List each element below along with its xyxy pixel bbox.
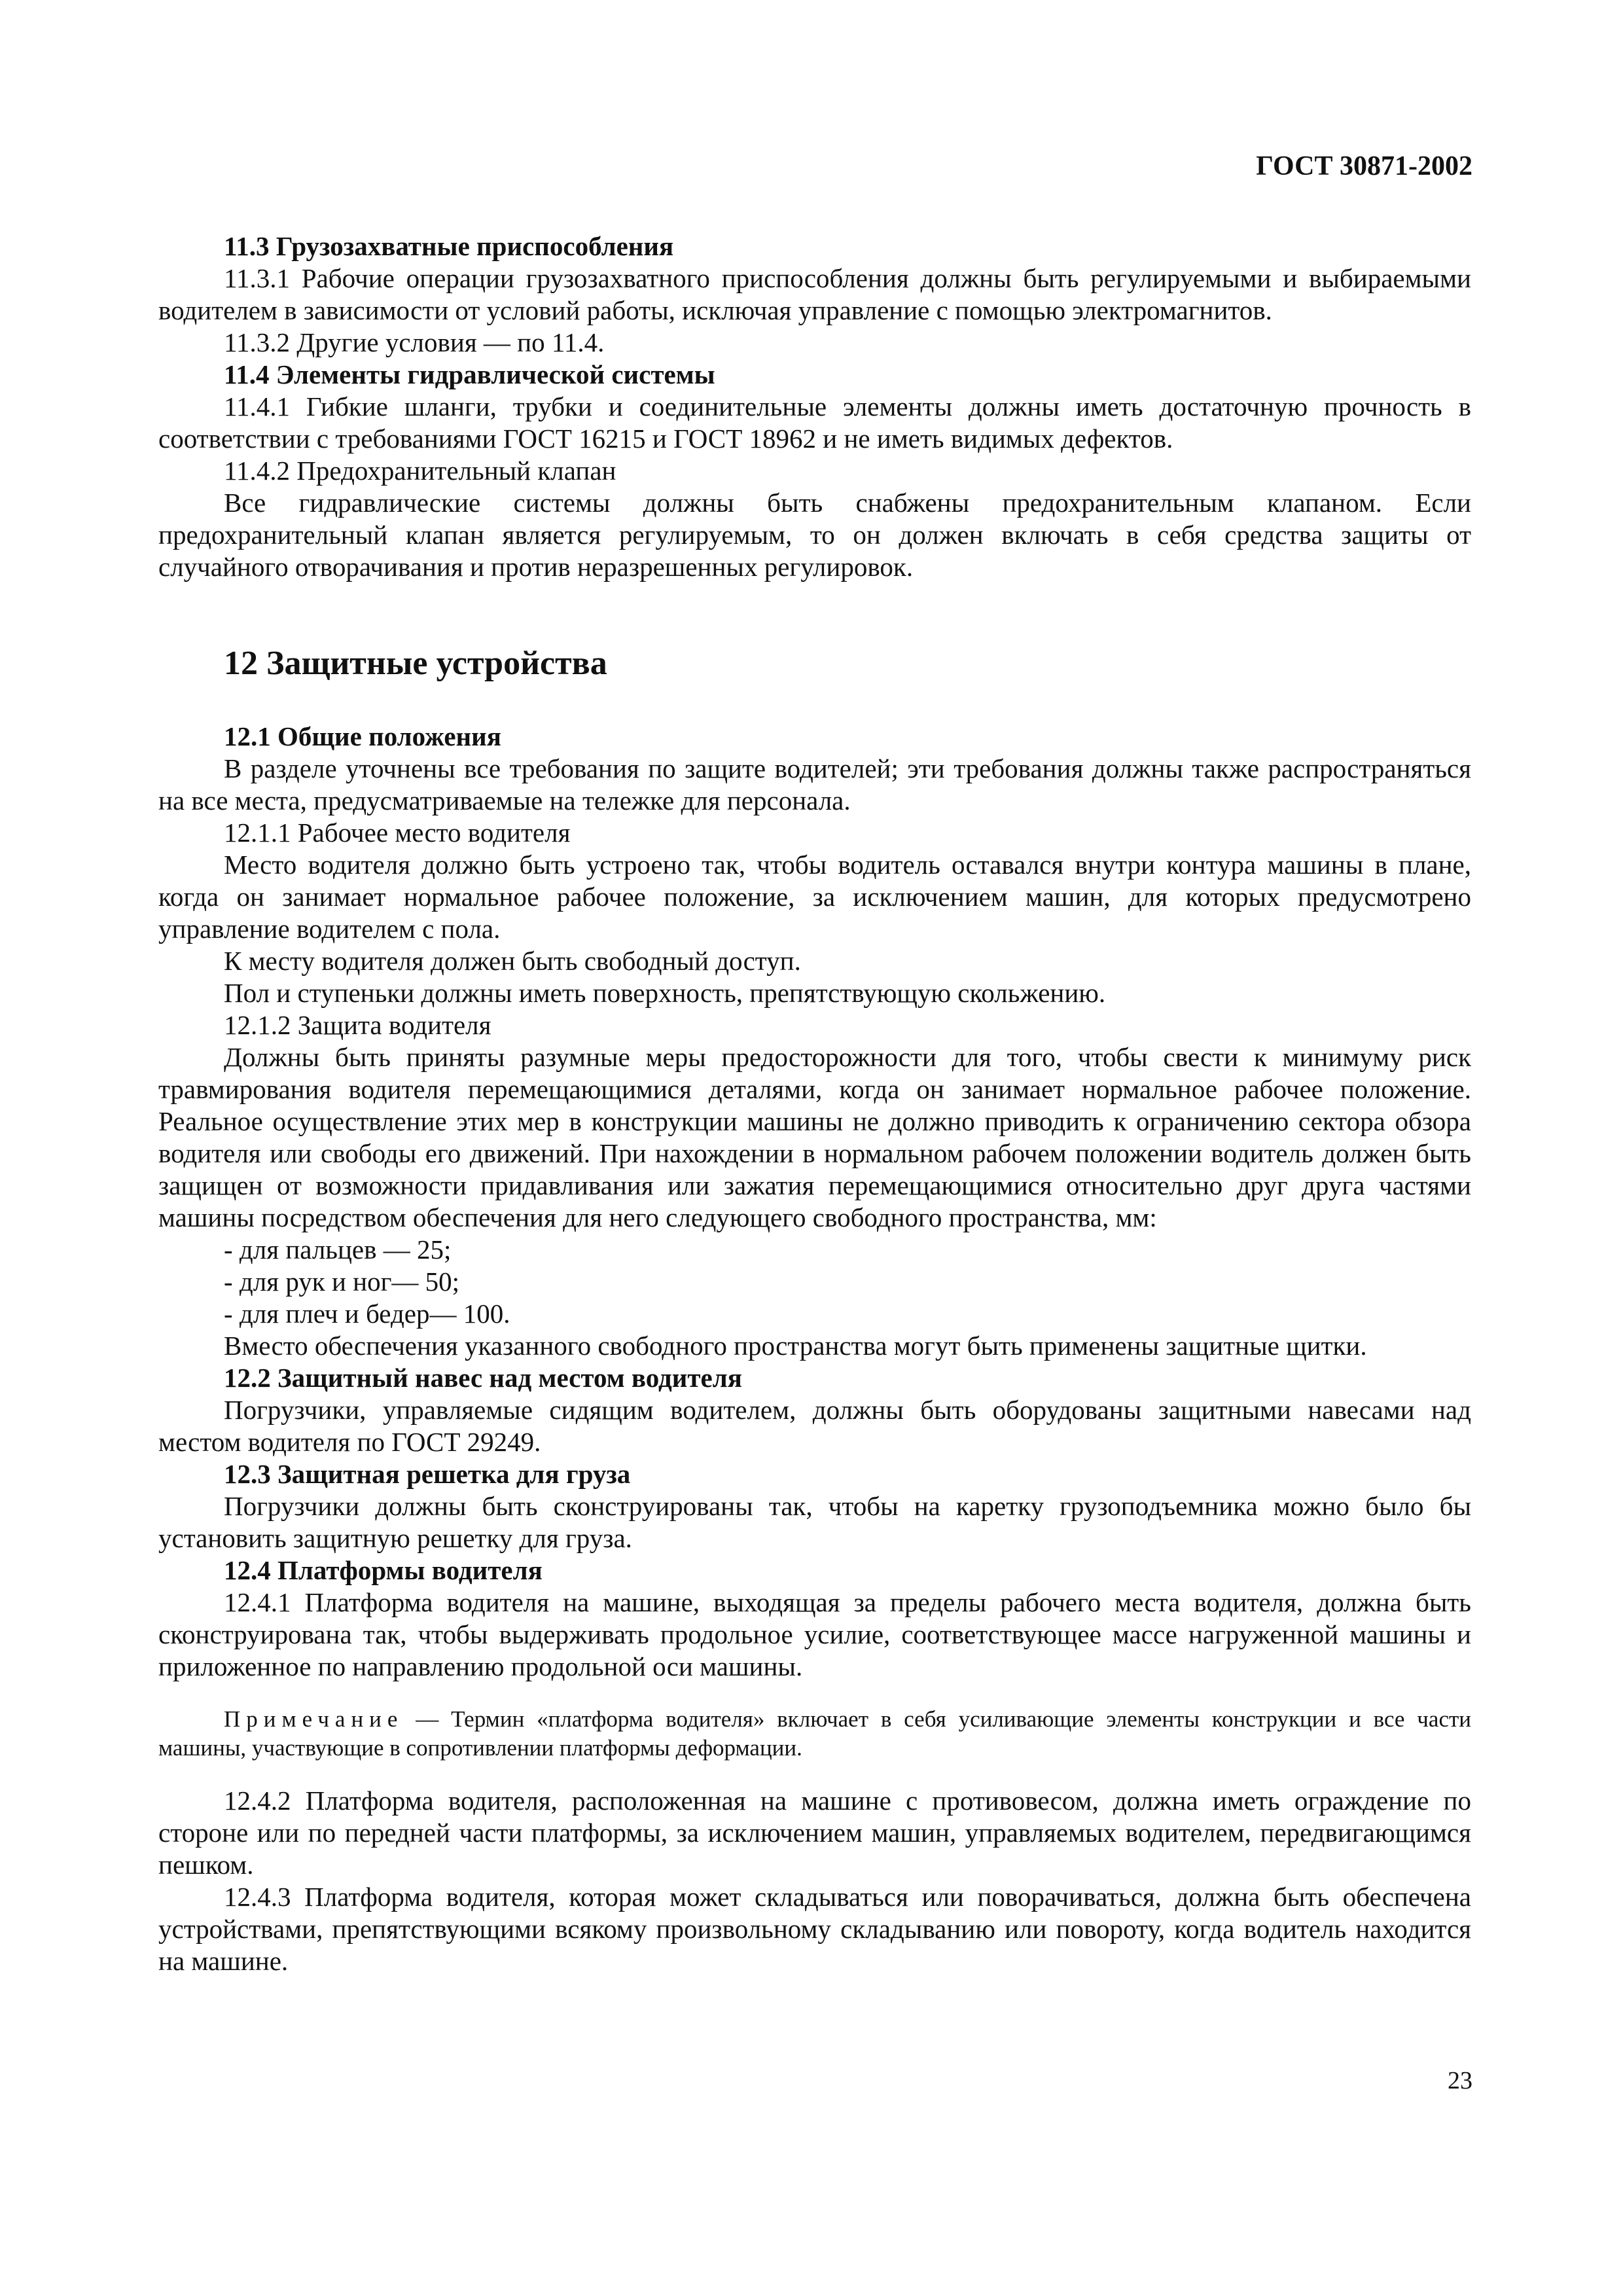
- list-item: - для пальцев — 25;: [224, 1234, 452, 1265]
- paragraph: 11.4.1 Гибкие шланги, трубки и соединительные элементы должны иметь достаточную прочность в соответствии с требованиями ГОСТ 16215 и ГОСТ 18962 и не иметь видимых дефектов.: [158, 391, 1471, 454]
- paragraph: Должны быть приняты разумные меры предосторожности для того, чтобы свести к минимуму риск травмирования водителя перемещающимися деталями, когда он занимает нормальное рабочее положение. Реальное осуществление этих мер в конструкции машины не должно приводить к ограничению сектора обзора водителя или свободы его движений. При нахождении в нормальном рабочем положении водитель должен быть защищен от возможности придавливания или зажатия перемещающимися относительно друг друга частями машины посредством обеспечения для него следующего свободного пространства, мм:: [158, 1042, 1471, 1232]
- subsection-heading: 12.3 Защитная решетка для груза: [224, 1459, 631, 1489]
- paragraph: 11.3.2 Другие условия — по 11.4.: [224, 327, 605, 357]
- subsection-heading: 12.1 Общие положения: [224, 721, 501, 751]
- list-item: - для плеч и бедер— 100.: [224, 1299, 510, 1329]
- document-code: ГОСТ 30871-2002: [1256, 151, 1472, 181]
- document-body: [158, 230, 1471, 1977]
- paragraph: Вместо обеспечения указанного свободного пространства могут быть применены защитные щитки.: [224, 1331, 1367, 1361]
- paragraph: Место водителя должно быть устроено так, чтобы водитель оставался внутри контура машины в плане, когда он занимает нормальное рабочее положение, за исключением машин, для которых предусмотрено управление водителем с пола.: [158, 850, 1471, 944]
- section-heading: 12 Защитные устройства: [224, 645, 607, 682]
- subsection-heading: 12.2 Защитный навес над местом водителя: [224, 1363, 742, 1393]
- subsection-heading: 11.3 Грузозахватные приспособления: [224, 231, 674, 261]
- paragraph: 12.1.1 Рабочее место водителя: [224, 817, 571, 848]
- note: [158, 1705, 1471, 1763]
- subsection-heading: 11.4 Элементы гидравлической системы: [224, 359, 715, 389]
- page-number: 23: [1448, 2067, 1472, 2094]
- paragraph: 12.4.2 Платформа водителя, расположенная на машине с противовесом, должна иметь ограждение по стороне или по передней части платформы, за исключением машин, управляемых водителем, передвигающимся пешком.: [158, 1785, 1471, 1880]
- paragraph: 12.1.2 Защита водителя: [224, 1010, 491, 1040]
- paragraph: 11.3.1 Рабочие операции грузозахватного приспособления должны быть регулируемыми и выбираемыми водителем в зависимости от условий работы, исключая управление с помощью электромагнитов.: [158, 263, 1471, 325]
- paragraph: Погрузчики, управляемые сидящим водителем, должны быть оборудованы защитными навесами над местом водителя по ГОСТ 29249.: [158, 1395, 1471, 1457]
- paragraph: В разделе уточнены все требования по защите водителей; эти требования должны также распространяться на все места, предусматриваемые на тележке для персонала.: [158, 753, 1471, 816]
- paragraph: 12.4.1 Платформа водителя на машине, выходящая за пределы рабочего места водителя, должна быть сконструирована так, чтобы выдерживать продольное усилие, соответствующее массе нагруженной машины и приложенное по направлению продольной оси машины.: [158, 1587, 1471, 1681]
- note-text: — Термин «платформа водителя» включает в себя усиливающие элементы конструкции и все части машины, участвующие в сопротивлении платформы деформации.: [158, 1706, 1472, 1761]
- paragraph: К месту водителя должен быть свободный доступ.: [224, 946, 801, 976]
- paragraph: Погрузчики должны быть сконструированы так, чтобы на каретку грузоподъемника можно было бы установить защитную решетку для груза.: [158, 1491, 1471, 1553]
- paragraph: Все гидравлические системы должны быть снабжены предохранительным клапаном. Если предохранительный клапан является регулируемым, то он должен включать в себя средства защиты от случайного отворачивания и против неразрешенных регулировок.: [158, 488, 1471, 582]
- subsection-heading: 12.4 Платформы водителя: [224, 1555, 543, 1585]
- paragraph: 12.4.3 Платформа водителя, которая может складываться или поворачиваться, должна быть обеспечена устройствами, препятствующими всякому произвольному складыванию или повороту, когда водитель находится на машине.: [158, 1882, 1471, 1976]
- paragraph: 11.4.2 Предохранительный клапан: [224, 456, 616, 486]
- list-item: - для рук и ног— 50;: [224, 1266, 460, 1297]
- paragraph: Пол и ступеньки должны иметь поверхность, препятствующую скольжению.: [224, 978, 1106, 1008]
- note-label: Примечание: [224, 1706, 404, 1732]
